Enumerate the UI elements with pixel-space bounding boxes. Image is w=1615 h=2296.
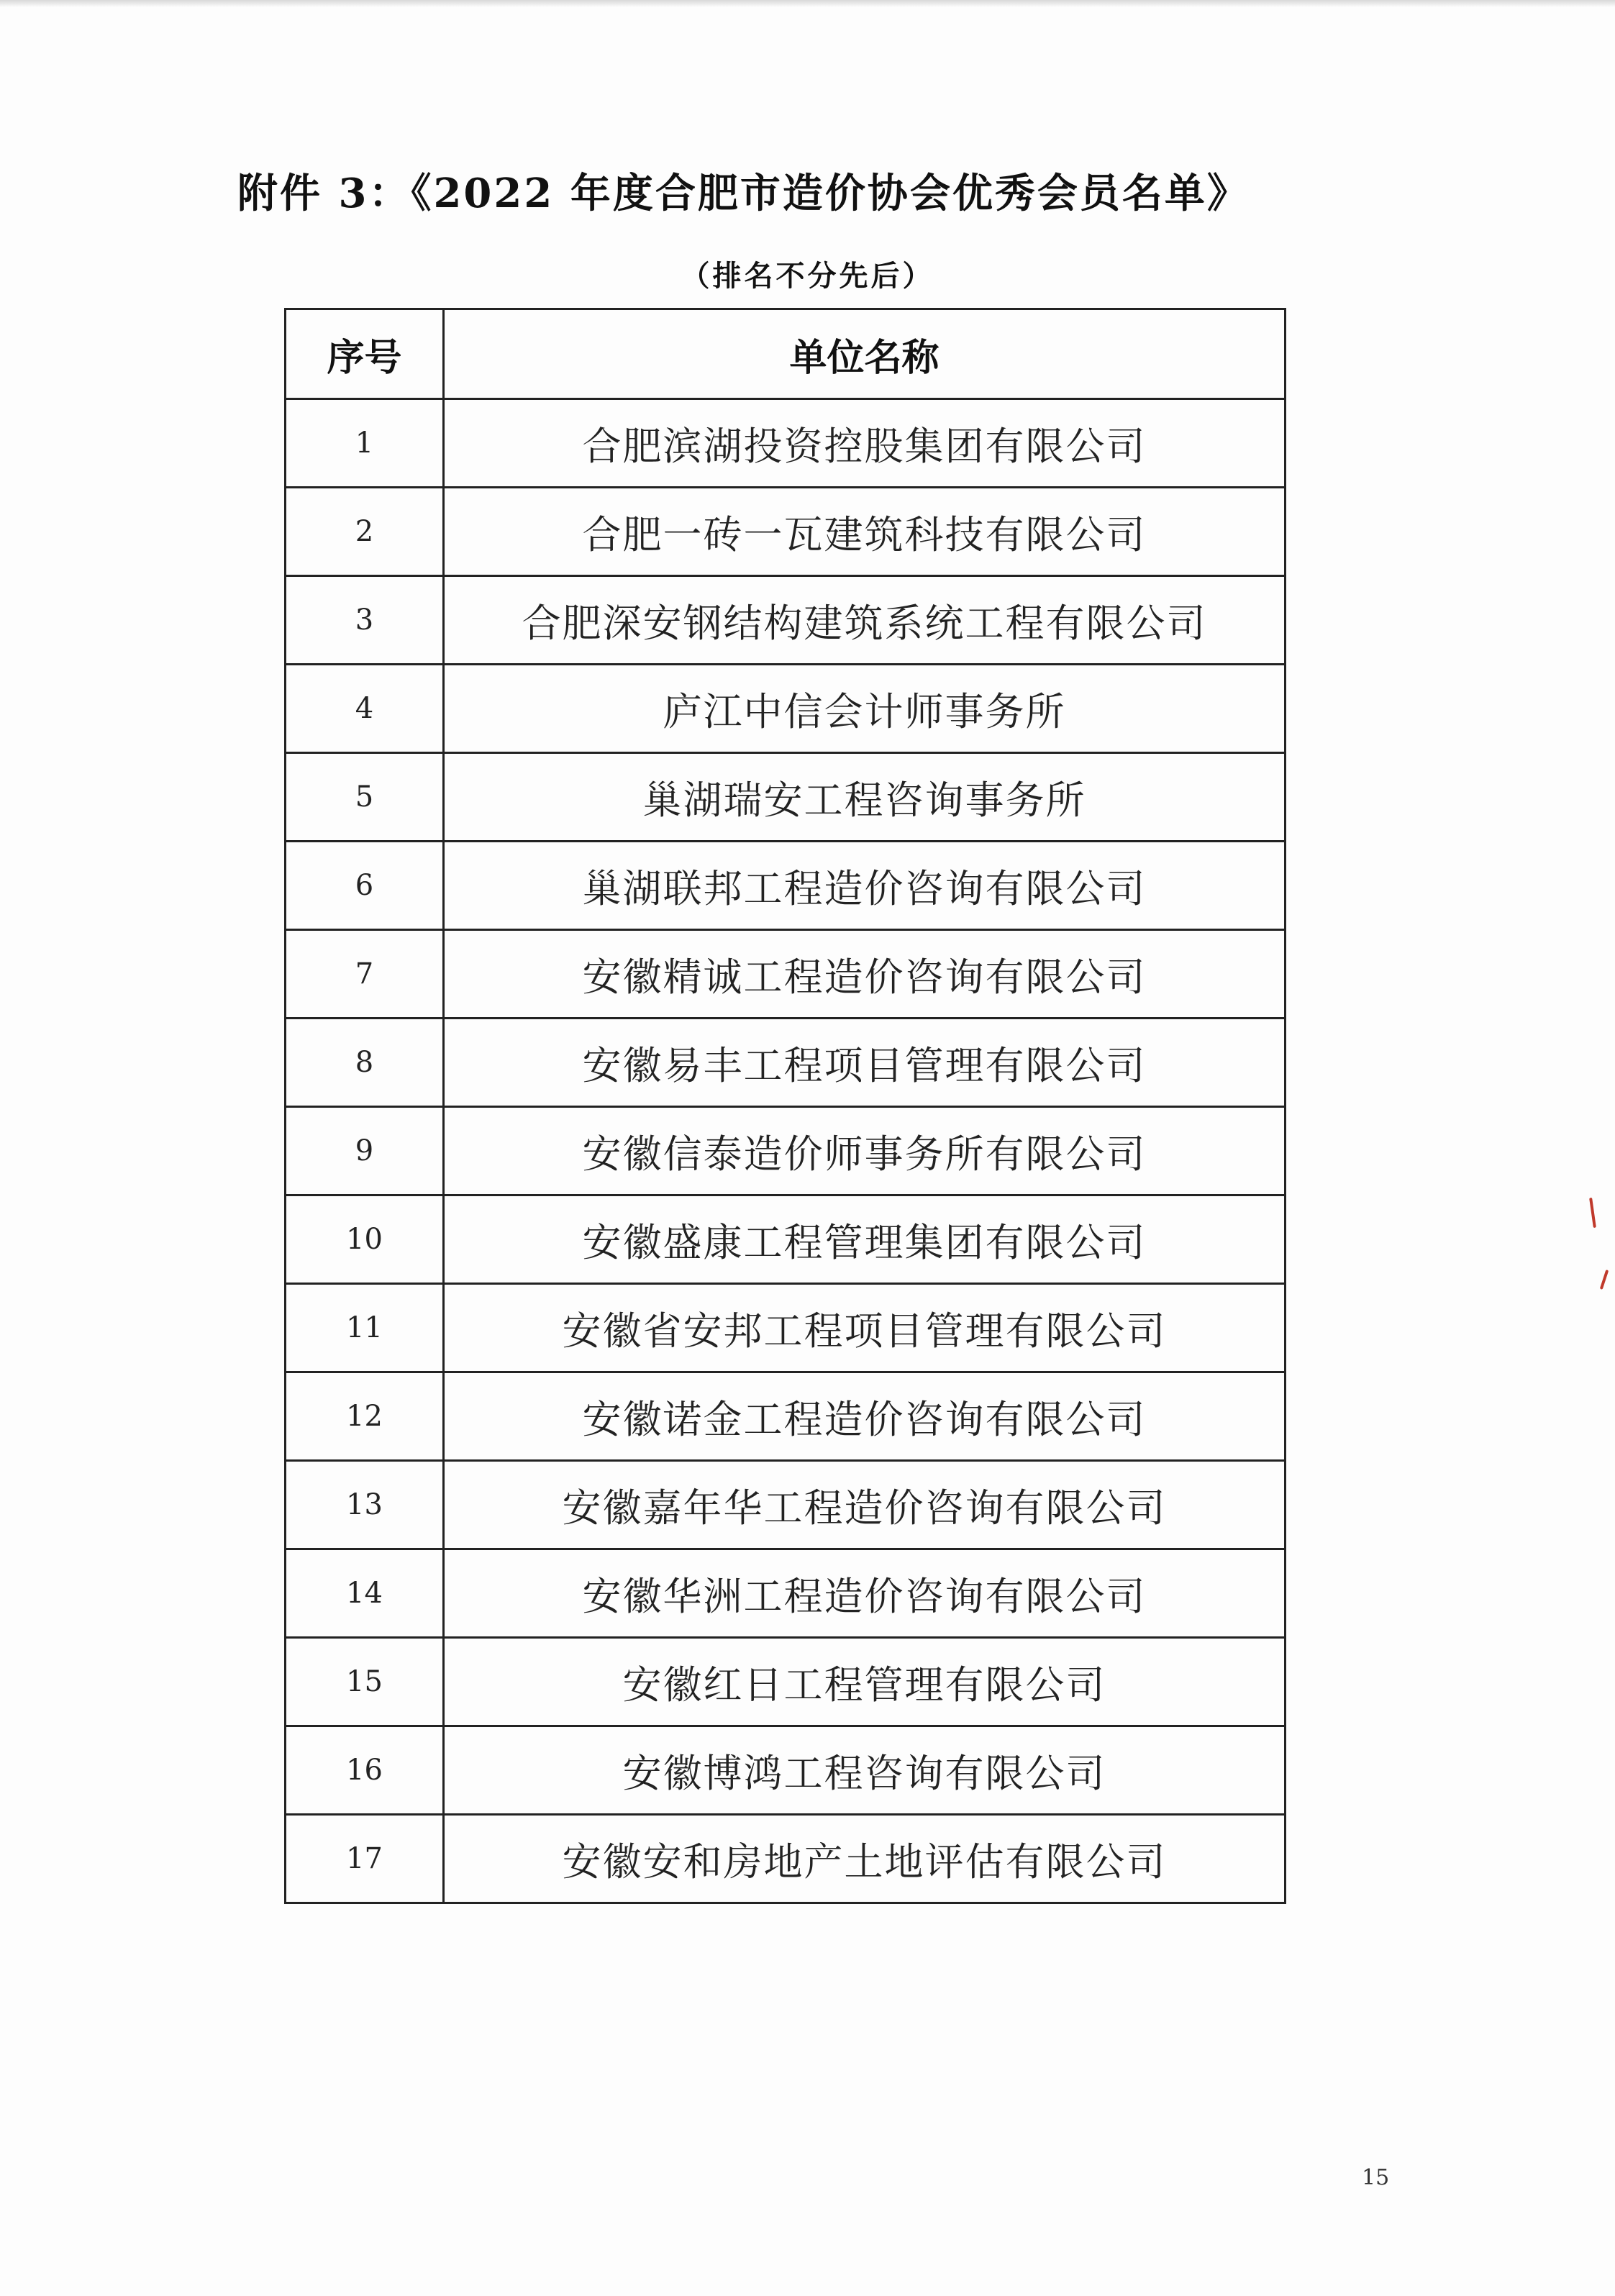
page-number: 15	[1362, 2165, 1390, 2190]
document-title: 附件 3：《2022 年度合肥市造价协会优秀会员名单》	[237, 170, 1250, 217]
table-row	[286, 488, 1286, 576]
header-name: 单位名称	[444, 309, 1286, 399]
table-row	[286, 1107, 1286, 1195]
row-number: 17	[286, 1815, 444, 1903]
table-row	[286, 842, 1286, 930]
table-row	[286, 576, 1286, 665]
company-name: 安徽嘉年华工程造价咨询有限公司	[444, 1461, 1286, 1549]
table-row	[286, 665, 1286, 753]
row-number: 8	[286, 1019, 444, 1107]
row-number: 2	[286, 488, 444, 576]
company-name: 安徽红日工程管理有限公司	[444, 1638, 1286, 1726]
row-number: 3	[286, 576, 444, 665]
row-number: 11	[286, 1284, 444, 1372]
table-row	[286, 1019, 1286, 1107]
document-subtitle: （排名不分先后）	[681, 259, 934, 293]
table-body	[286, 399, 1286, 1903]
table-row	[286, 1549, 1286, 1638]
company-name: 安徽华洲工程造价咨询有限公司	[444, 1549, 1286, 1638]
row-number: 1	[286, 399, 444, 488]
row-number: 9	[286, 1107, 444, 1195]
company-name: 安徽诺金工程造价咨询有限公司	[444, 1372, 1286, 1461]
row-number: 15	[286, 1638, 444, 1726]
member-table	[284, 308, 1286, 1904]
row-number: 5	[286, 753, 444, 842]
table-row	[286, 1195, 1286, 1284]
company-name: 庐江中信会计师事务所	[444, 665, 1286, 753]
table-row	[286, 1815, 1286, 1903]
row-number: 12	[286, 1372, 444, 1461]
table-header-row	[286, 309, 1286, 399]
company-name: 安徽博鸿工程咨询有限公司	[444, 1726, 1286, 1815]
company-name: 安徽安和房地产土地评估有限公司	[444, 1815, 1286, 1903]
table-row	[286, 1726, 1286, 1815]
row-number: 7	[286, 930, 444, 1019]
row-number: 10	[286, 1195, 444, 1284]
table-row	[286, 1372, 1286, 1461]
company-name: 安徽精诚工程造价咨询有限公司	[444, 930, 1286, 1019]
table-row	[286, 753, 1286, 842]
table-row	[286, 1638, 1286, 1726]
company-name: 巢湖瑞安工程咨询事务所	[444, 753, 1286, 842]
company-name: 合肥滨湖投资控股集团有限公司	[444, 399, 1286, 488]
company-name: 安徽省安邦工程项目管理有限公司	[444, 1284, 1286, 1372]
table-row	[286, 1284, 1286, 1372]
row-number: 14	[286, 1549, 444, 1638]
header-number: 序号	[286, 309, 444, 399]
scan-edge-shadow	[0, 0, 1615, 7]
table-row	[286, 930, 1286, 1019]
row-number: 6	[286, 842, 444, 930]
company-name: 合肥一砖一瓦建筑科技有限公司	[444, 488, 1286, 576]
margin-mark-red	[1600, 1270, 1609, 1290]
company-name: 安徽信泰造价师事务所有限公司	[444, 1107, 1286, 1195]
margin-mark-red	[1589, 1198, 1596, 1228]
table-row	[286, 1461, 1286, 1549]
company-name: 安徽盛康工程管理集团有限公司	[444, 1195, 1286, 1284]
row-number: 13	[286, 1461, 444, 1549]
company-name: 安徽易丰工程项目管理有限公司	[444, 1019, 1286, 1107]
company-name: 巢湖联邦工程造价咨询有限公司	[444, 842, 1286, 930]
row-number: 16	[286, 1726, 444, 1815]
table-row	[286, 399, 1286, 488]
row-number: 4	[286, 665, 444, 753]
company-name: 合肥深安钢结构建筑系统工程有限公司	[444, 576, 1286, 665]
